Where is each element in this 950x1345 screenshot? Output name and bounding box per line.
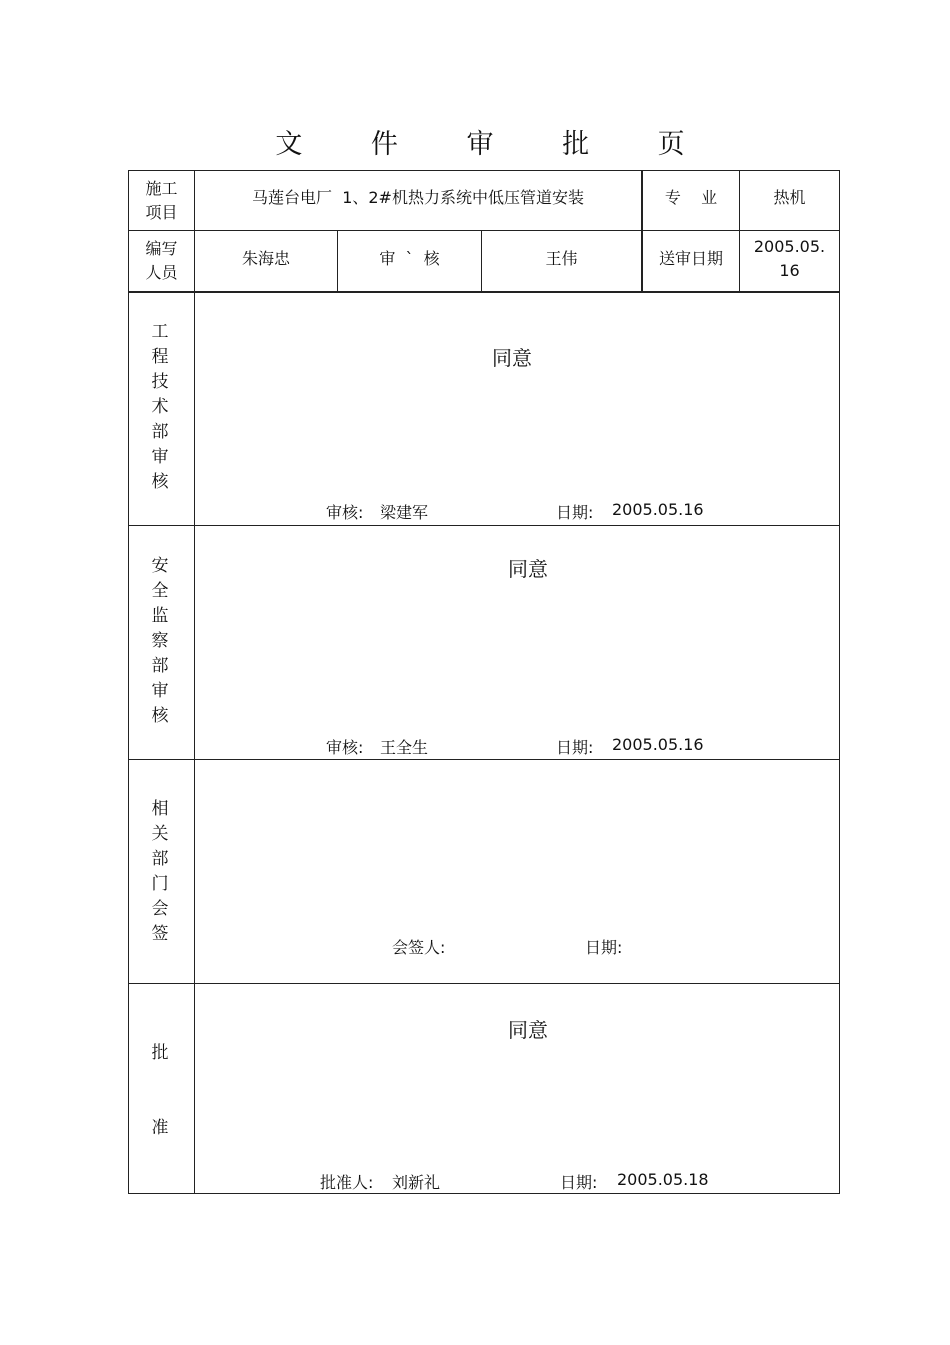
row-divider-5 — [128, 983, 840, 984]
project-value: 马莲台电厂 1、2#机热力系统中低压管道安装 — [252, 187, 584, 207]
review-label: 审 ` 核 — [379, 249, 440, 268]
review-value: 王伟 — [545, 249, 578, 268]
countersigner-label: 会签人: — [392, 938, 446, 957]
approval-label: 批 准 — [151, 1043, 169, 1138]
engineering-review-label: 工程技术部审核 — [151, 322, 169, 492]
row-divider-4 — [128, 759, 840, 760]
form-border-bottom — [128, 1193, 840, 1194]
countersign-label: 相关部门会签 — [151, 799, 169, 944]
safety-review-label: 安全监察部审核 — [151, 556, 169, 726]
safety-review-date: 2005.05.16 — [612, 735, 704, 754]
submit-date-label: 送审日期 — [658, 249, 723, 268]
approval-date-label: 日期: — [560, 1173, 598, 1192]
safety-review-date-label: 日期: — [556, 738, 594, 757]
approver-name: 刘新礼 — [392, 1173, 441, 1192]
countersign-date-label: 日期: — [585, 938, 623, 957]
label-column-divider — [194, 170, 195, 1193]
row-divider-2 — [128, 291, 840, 293]
safety-review-opinion: 同意 — [508, 557, 548, 581]
engineering-review-opinion: 同意 — [492, 346, 532, 370]
author-value: 朱海忠 — [241, 249, 290, 268]
discipline-value: 热机 — [773, 187, 806, 207]
form-border-right — [839, 170, 840, 1193]
engineering-reviewer-name: 梁建军 — [380, 503, 429, 522]
author-label: 编写 人员 — [145, 239, 178, 282]
approval-date: 2005.05.18 — [617, 1170, 709, 1189]
discipline-label: 专 业 — [664, 187, 718, 207]
row-divider-3 — [128, 525, 840, 526]
approver-label: 批准人: — [320, 1173, 374, 1192]
safety-reviewer-name: 王全生 — [380, 738, 429, 757]
engineering-reviewer-label: 审核: — [326, 503, 364, 522]
form-border-left — [128, 170, 129, 1193]
submit-date-value: 2005.05. 16 — [753, 237, 826, 280]
approval-opinion: 同意 — [508, 1018, 548, 1042]
engineering-review-date: 2005.05.16 — [612, 500, 704, 519]
safety-reviewer-label: 审核: — [326, 738, 364, 757]
project-label: 施工 项目 — [145, 178, 178, 222]
page-title: 文 件 审 批 页 — [275, 129, 715, 160]
engineering-review-date-label: 日期: — [556, 503, 594, 522]
